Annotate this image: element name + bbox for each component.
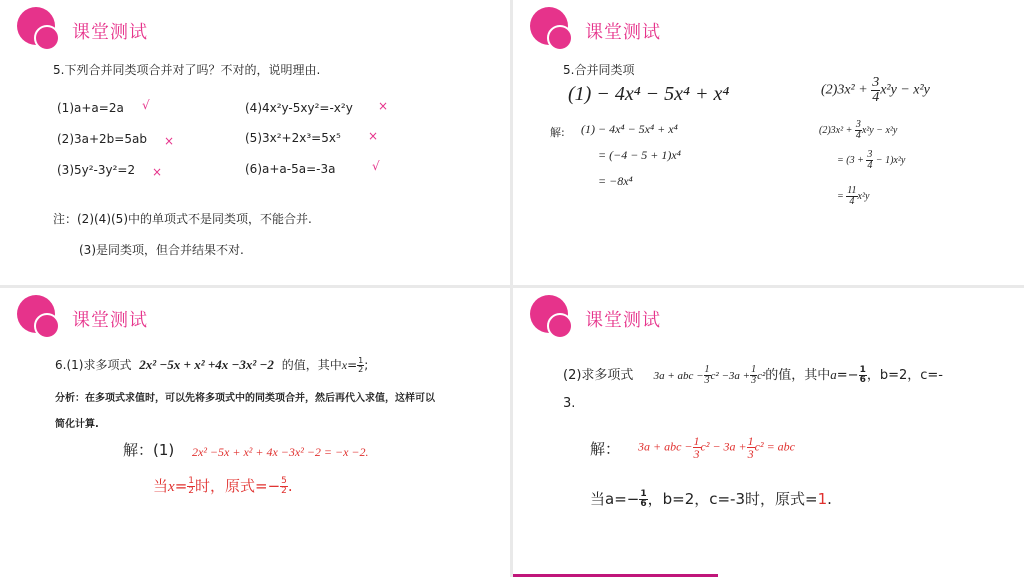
solution-1-line-3: = −8x⁴	[598, 174, 633, 188]
solution-label: 解：(1)	[123, 441, 175, 459]
slide-title: 课堂测试	[72, 22, 148, 43]
answer-line: 当x= $\frac{1}{2}$ 时，原式=− $\frac{5}{2}$ .	[153, 476, 293, 496]
solution-label: 解：	[590, 440, 621, 458]
question-text: (2)求多项式 3a + abc − $\frac{1}{3}$ c² −3a + $\frac{1}{3}$ c²的值，其中a=− $\frac{1}{6}$ ，b=2，c=-	[563, 364, 943, 386]
check-icon: √	[372, 159, 380, 173]
item-label: (3)5y²-3y²=2	[57, 163, 136, 177]
cross-icon: ×	[378, 99, 389, 113]
logo-circles	[17, 7, 63, 53]
item-label: (5)3x²+2x³=5x⁵	[245, 131, 341, 145]
answer-line: 当a=− $\frac{1}{6}$ ，b=2，c=-3时，原式=1.	[590, 489, 832, 509]
solution-2-line-3: = $\frac{11}{4}$ x²y	[837, 185, 870, 207]
cross-icon: ×	[152, 165, 163, 179]
problem-1: (1) − 4x⁴ − 5x⁴ + x⁴	[568, 83, 730, 105]
cross-icon: ×	[368, 129, 379, 143]
question-text-cont: 3.	[563, 396, 576, 411]
logo-circles	[530, 295, 576, 341]
item-label: (6)a+a-5a=-3a	[245, 162, 336, 176]
item-label: (1)a+a=2a	[57, 101, 124, 115]
solution-expression: 2x² −5x + x² + 4x −3x² −2 = −x −2.	[192, 445, 369, 459]
problem-2: (2)3x² + $\frac{3}{4}$ x²y − x²y	[821, 75, 930, 105]
slide-2[interactable]	[513, 0, 1024, 285]
slide-title: 课堂测试	[585, 310, 661, 331]
slide-title: 课堂测试	[72, 310, 148, 331]
slide-4[interactable]	[513, 288, 1024, 577]
note-2: (3)是同类项，但合并结果不对.	[79, 243, 244, 257]
solution-1-line-2: = (−4 − 5 + 1)x⁴	[598, 148, 681, 162]
slide-1[interactable]	[0, 0, 510, 285]
note-1: 注：(2)(4)(5)中的单项式不是同类项，不能合并.	[53, 212, 312, 226]
solution-2-line-2: = (3 + $\frac{3}{4}$ − 1)x²y	[837, 149, 906, 171]
slide-title: 课堂测试	[585, 22, 661, 43]
solution-label: 解:	[550, 126, 565, 139]
cross-icon: ×	[164, 134, 175, 148]
item-label: (4)4x²y-5xy²=-x²y	[245, 101, 353, 115]
analysis-line-1: 分析：在多项式求值时，可以先将多项式中的同类项合并，然后再代入求值，这样可以	[55, 393, 435, 404]
question-text: 6.(1)求多项式 2x² −5x + x² +4x −3x² −2 的值，其中x= $\frac{1}{2}$ ;	[55, 356, 369, 374]
slide-3[interactable]	[0, 288, 510, 577]
solution-expression: 3a + abc − $\frac{1}{3}$ c² − 3a + $\frac{1}{3}$ c² = abc	[638, 434, 796, 461]
logo-circles	[530, 7, 576, 53]
solution-2-line-1: (2)3x² + $\frac{3}{4}$ x²y − x²y	[819, 119, 898, 141]
check-icon: √	[142, 98, 150, 112]
logo-circles	[17, 295, 63, 341]
analysis-line-2: 简化计算.	[55, 419, 99, 430]
item-label: (2)3a+2b=5ab	[57, 132, 147, 146]
question-text: 5.下列合并同类项合并对了吗？不对的，说明理由.	[53, 63, 321, 77]
solution-1-line-1: (1) − 4x⁴ − 5x⁴ + x⁴	[581, 122, 678, 136]
question-text: 5.合并同类项	[563, 63, 635, 77]
